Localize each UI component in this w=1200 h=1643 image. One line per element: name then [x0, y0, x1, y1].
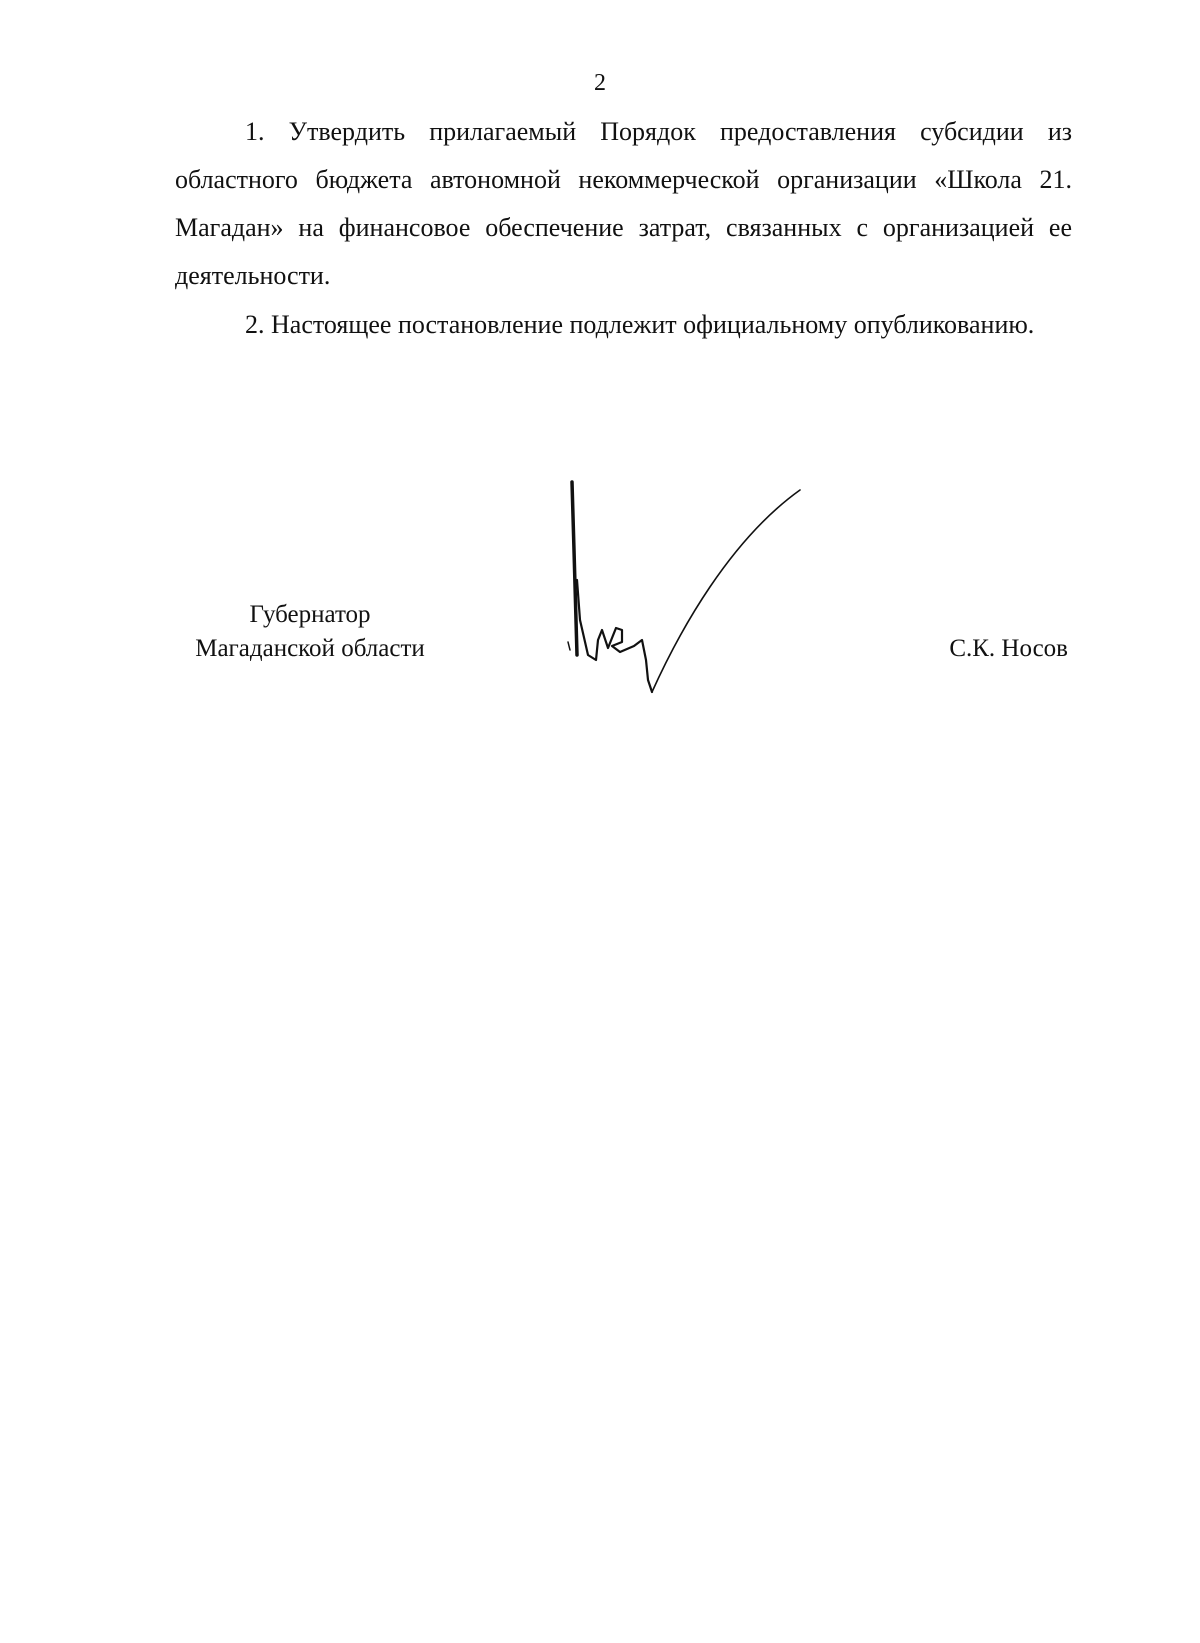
- paragraph-publication: 2. Настоящее постановление подлежит официальному опубликованию.: [245, 310, 1035, 339]
- signatory-position-line1: Губернатор: [249, 601, 371, 628]
- signatory-position-line2: Магаданской области: [195, 635, 425, 662]
- signatory-name: С.К. Носов: [949, 635, 1068, 662]
- handwritten-signature: [560, 470, 840, 720]
- page-number: 2: [594, 70, 606, 96]
- signatory-position: [160, 598, 460, 666]
- paragraph-approve-procedure: 1. Утвердить прилагаемый Порядок предоставления субсидии из областного бюджета автономной некоммерческой организации «Школа 21. Магадан» на финансовое обеспечение затрат, связанных с организацией ее деятельности.: [175, 117, 1072, 290]
